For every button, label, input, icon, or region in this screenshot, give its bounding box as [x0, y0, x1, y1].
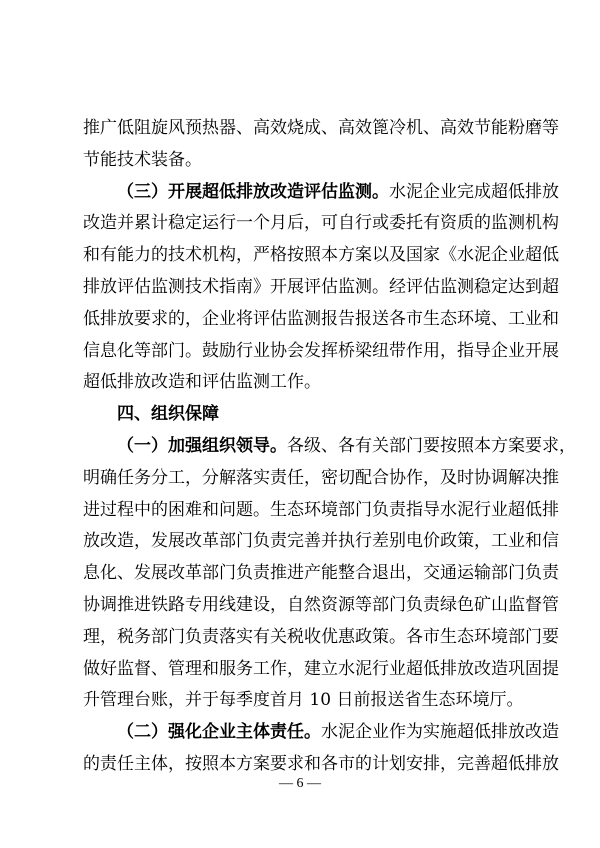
paragraph-line: 改造并累计稳定运行一个月后，可自行或委托有资质的监测机构 — [83, 213, 559, 233]
paragraph-line: 做好监督、管理和服务工作，建立水泥行业超低排放改造巩固提 — [83, 659, 559, 679]
paragraph-line: 协调推进铁路专用线建设，自然资源等部门负责绿色矿山监督管 — [83, 595, 559, 615]
paragraph-line: 排放评估监测技术指南》开展评估监测。经评估监测稳定达到超 — [83, 277, 559, 297]
paragraph-text: 水泥企业作为实施超低排放改造 — [321, 722, 559, 742]
paragraph-line: 进过程中的困难和问题。生态环境部门负责指导水泥行业超低排 — [83, 500, 559, 520]
paragraph-line: 息化、发展改革部门负责推进产能整合退出，交通运输部门负责 — [83, 563, 559, 583]
section-heading: 四、组织保障 — [117, 404, 219, 424]
paragraph-line: 节能技术装备。 — [83, 150, 202, 170]
paragraph-title: （二）强化企业主体责任。 — [117, 722, 321, 742]
paragraph-line: 推广低阻旋风预热器、高效烧成、高效篦冷机、高效节能粉磨等 — [83, 118, 559, 138]
paragraph-line: 信息化等部门。鼓励行业协会发挥桥梁纽带作用，指导企业开展 — [83, 341, 559, 361]
paragraph-text: 各级、各有关部门要按照本方案要求， — [287, 436, 576, 456]
paragraph-line — [83, 754, 559, 774]
paragraph-title: （三）开展超低排放改造评估监测。 — [117, 182, 389, 202]
paragraph-text: 水泥企业完成超低排放 — [389, 182, 559, 202]
paragraph-title: （一）加强组织领导。 — [117, 436, 287, 456]
paragraph-line — [117, 722, 559, 742]
paragraph-line: 和有能力的技术机构，严格按照本方案以及国家《水泥企业超低 — [83, 245, 559, 265]
paragraph-line: 超低排放改造和评估监测工作。 — [83, 372, 321, 392]
paragraph-line: 低排放要求的，企业将评估监测报告报送各市生态环境、工业和 — [83, 309, 559, 329]
paragraph-line — [117, 182, 559, 202]
paragraph-text: 的责任主体，按照本方案要求和各市的计划安排，完善超低排放 — [83, 754, 559, 774]
page-number: — 6 — — [279, 776, 321, 791]
paragraph-line — [117, 436, 576, 456]
paragraph-line: 明确任务分工，分解落实责任，密切配合协作，及时协调解决推 — [83, 468, 559, 488]
paragraph-line: 放改造，发展改革部门负责完善并执行差别电价政策，工业和信 — [83, 531, 559, 551]
paragraph-line: 升管理台账，并于每季度首月 10 日前报送省生态环境厅。 — [83, 690, 524, 710]
paragraph-line: 理，税务部门负责落实有关税收优惠政策。各市生态环境部门要 — [83, 627, 559, 647]
